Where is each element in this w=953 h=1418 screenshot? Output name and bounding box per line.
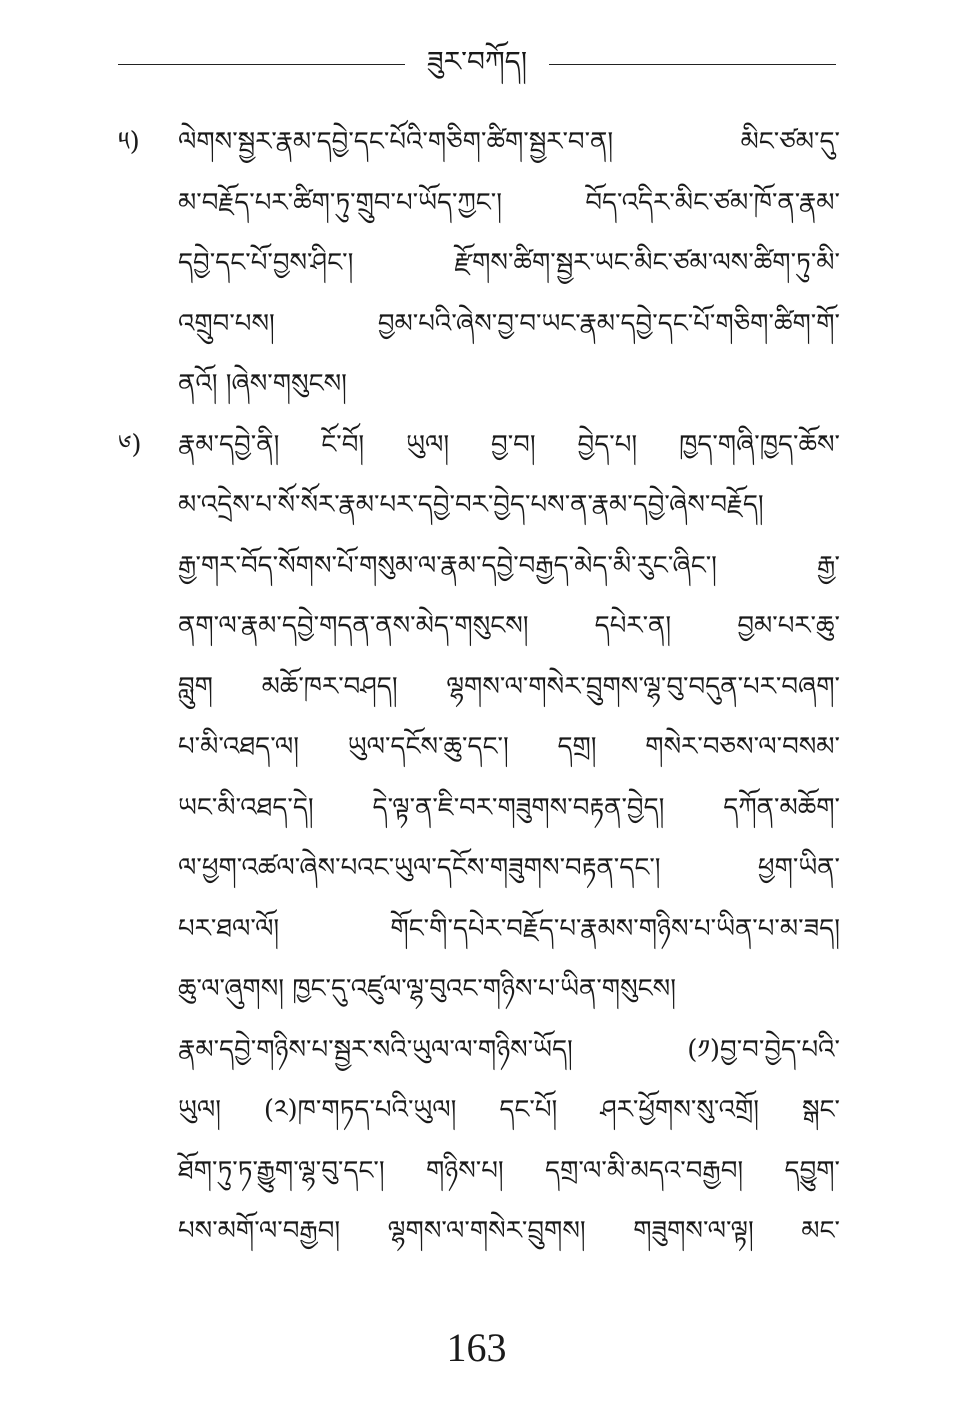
page-number: 163 [446, 1325, 507, 1370]
text-line: ལ་ཕྱག་འཚལ་ཞེས་པའང་ཡུལ་དངོས་གཟུགས་བརྟན་དང་། ཕྱག་ཡིན་ [178, 853, 840, 883]
text-line: རྣམ་དབྱེ་གཉིས་པ་སྦྱར་སའི་ཡུལ་ལ་གཉིས་ཡོད། (༡)བྱ་བ་བྱེད་པའི་ [178, 1034, 840, 1065]
header-rule-right [549, 64, 836, 65]
entry-5 [120, 112, 840, 415]
text-line: ཐོག་ཏུ་ཏ་རྒྱུག་ལྷ་བུ་དང་། གཉིས་པ། དགྲ་ལ་མི་མདའ་བརྒྱབ། དབྱུག་ [178, 1155, 840, 1186]
text-line: མ་འདྲེས་པ་སོ་སོར་རྣམ་པར་དབྱེ་བར་བྱེད་པས་ན་རྣམ་དབྱེ་ཞེས་བརྗོད། [178, 490, 764, 520]
text-line: རྒྱ་གར་བོད་སོགས་པོ་གསུམ་ལ་རྣམ་དབྱེ་བརྒྱད་མེད་མི་རུང་ཞིང་། རྒྱ་ [178, 550, 840, 581]
text-line: མ་བརྗོད་པར་ཚིག་ཏུ་གྲུབ་པ་ཡོད་ཀྱང་། བོད་འདིར་མིང་ཙམ་ཁོ་ན་རྣམ་ [178, 187, 840, 218]
text-line: འགྲུབ་པས། བྱམ་པའི་ཞེས་བྱ་བ་ཡང་རྣམ་དབྱེ་དང་པོ་གཅིག་ཚིག་གོ་ [178, 308, 840, 339]
text-line: ཡང་མི་འཐད་དེ། དེ་ལྟ་ན་ཇི་བར་གཟུགས་བརྟན་བྱེད། དཀོན་མཆོག་ [178, 792, 840, 823]
text-line: བླུག མཆོ་ཁར་བཤད། ལྷགས་ལ་གསེར་བྲུགས་ལྷ་བུ་བདུན་པར་བཞག་ [178, 671, 840, 702]
entry-6 [120, 415, 840, 1020]
text-line: ཆུ་ལ་ཞུགས། ཁྱང་དུ་འཛུལ་ལྷ་བུའང་གཉིས་པ་ཡིན་གསུངས། [178, 974, 676, 1004]
entry-number: ༦) [118, 429, 142, 460]
text-line: རྣམ་དབྱེ་ནི། ངོ་བོ། ཡུལ། བྱ་བ། བྱེད་པ། ཁྱད་གཞི་ཁྱད་ཆོས་ [178, 429, 840, 460]
text-line: ནག་ལ་རྣམ་དབྱེ་གདན་ནས་མེད་གསུངས། དཔེར་ན། བྱམ་པར་ཆུ་ [178, 611, 840, 641]
text-line: ལེགས་སྦྱར་རྣམ་དབྱེ་དང་པོའི་གཅིག་ཚིག་སྦྱར་བ་ན། མིང་ཙམ་དུ་ [178, 127, 840, 157]
page-body [120, 112, 840, 1262]
text-line: ཡུལ། (༢)ཁ་གཏད་པའི་ཡུལ། དང་པོ། ཤར་ཕྱོགས་སུ་འགྲོ། སྒང་ [178, 1095, 840, 1125]
entry-number: ༥) [118, 127, 140, 157]
text-line: དབྱེ་དང་པོ་བྱས་ཤིང་། རྫོགས་ཚིག་སྦྱར་ཡང་མིང་ཙམ་ལས་ཚིག་ཏུ་མི་ [178, 248, 840, 278]
running-header [118, 40, 836, 84]
text-line: པར་ཐལ་ལོ། གོང་གི་དཔེར་བརྗོད་པ་རྣམས་གཉིས་པ་ཡིན་པ་མ་ཟད། [178, 913, 840, 944]
text-line: པ་མི་འཐད་ལ། ཡུལ་དངོས་ཆུ་དང་། དགྲ། གསེར་བཅས་ལ་བསམ་ [178, 732, 840, 762]
header-rule-left [118, 64, 405, 65]
header-title: ཟུར་བཀོད། [426, 45, 528, 78]
text-line: པས་མགོ་ལ་བརྒྱབ། ལྷགས་ལ་གསེར་བྲུགས། གཟུགས་ལ་ལྟ། མང་ [178, 1216, 840, 1246]
text-line: ནའོ། །ཞེས་གསུངས། [178, 369, 347, 399]
continuation-paragraph [120, 1020, 840, 1262]
